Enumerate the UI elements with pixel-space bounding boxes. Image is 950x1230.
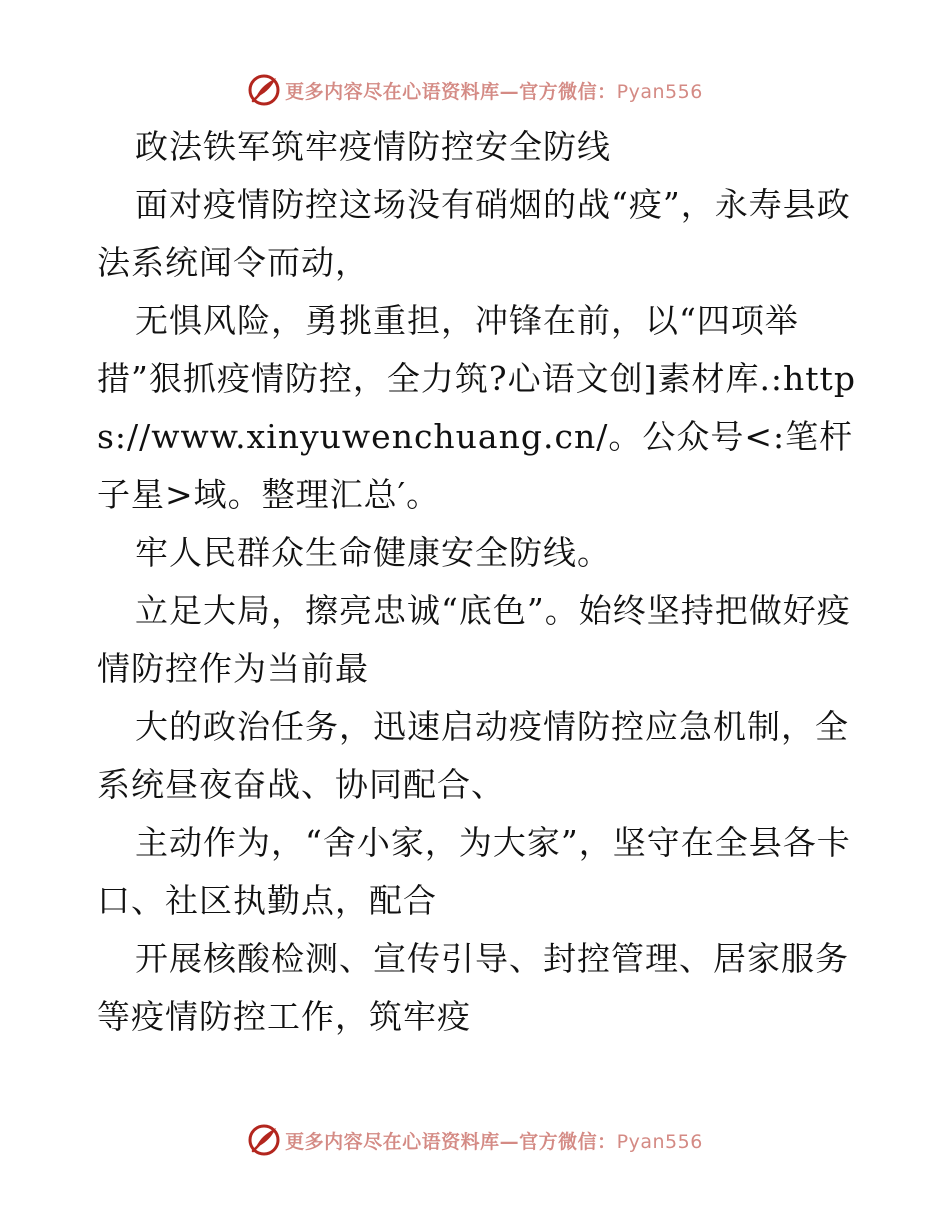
paragraph-5: 立足大局，擦亮忠诚“底色”。始终坚持把做好疫情防控作为当前最 xyxy=(97,591,851,688)
paragraph-8: 开展核酸检测、宣传引导、封控管理、居家服务等疫情防控工作，筑牢疫 xyxy=(97,939,849,1036)
paragraph-7: 主动作为，“舍小家，为大家”，坚守在全县各卡口、社区执勤点，配合 xyxy=(97,823,851,920)
footer-watermark-text: 更多内容尽在心语资料库—官方微信：Pyan556 xyxy=(285,1130,703,1153)
paragraph-4: 牢人民群众生命健康安全防线。 xyxy=(135,533,611,572)
document-body xyxy=(97,118,857,1046)
paragraph-1: 政法铁军筑牢疫情防控安全防线 xyxy=(135,127,611,166)
header-watermark-text: 更多内容尽在心语资料库—官方微信：Pyan556 xyxy=(285,80,703,103)
quill-logo-icon xyxy=(247,1123,281,1157)
header-watermark-banner xyxy=(0,70,950,110)
paragraph-6: 大的政治任务，迅速启动疫情防控应急机制，全系统昼夜奋战、协同配合、 xyxy=(97,707,849,804)
paragraph-2: 面对疫情防控这场没有硝烟的战“疫”，永寿县政法系统闻令而动， xyxy=(97,185,851,282)
paragraph-3: 无惧风险，勇挑重担，冲锋在前，以“四项举措”狠抓疫情防控，全力筑?心语文创]素材库.:https://www.xinyuwenchuang.cn/。公众号<:笔杆子星>域。整理汇总′。 xyxy=(97,301,856,514)
quill-logo-icon xyxy=(247,73,281,107)
footer-watermark-banner xyxy=(0,1120,950,1160)
